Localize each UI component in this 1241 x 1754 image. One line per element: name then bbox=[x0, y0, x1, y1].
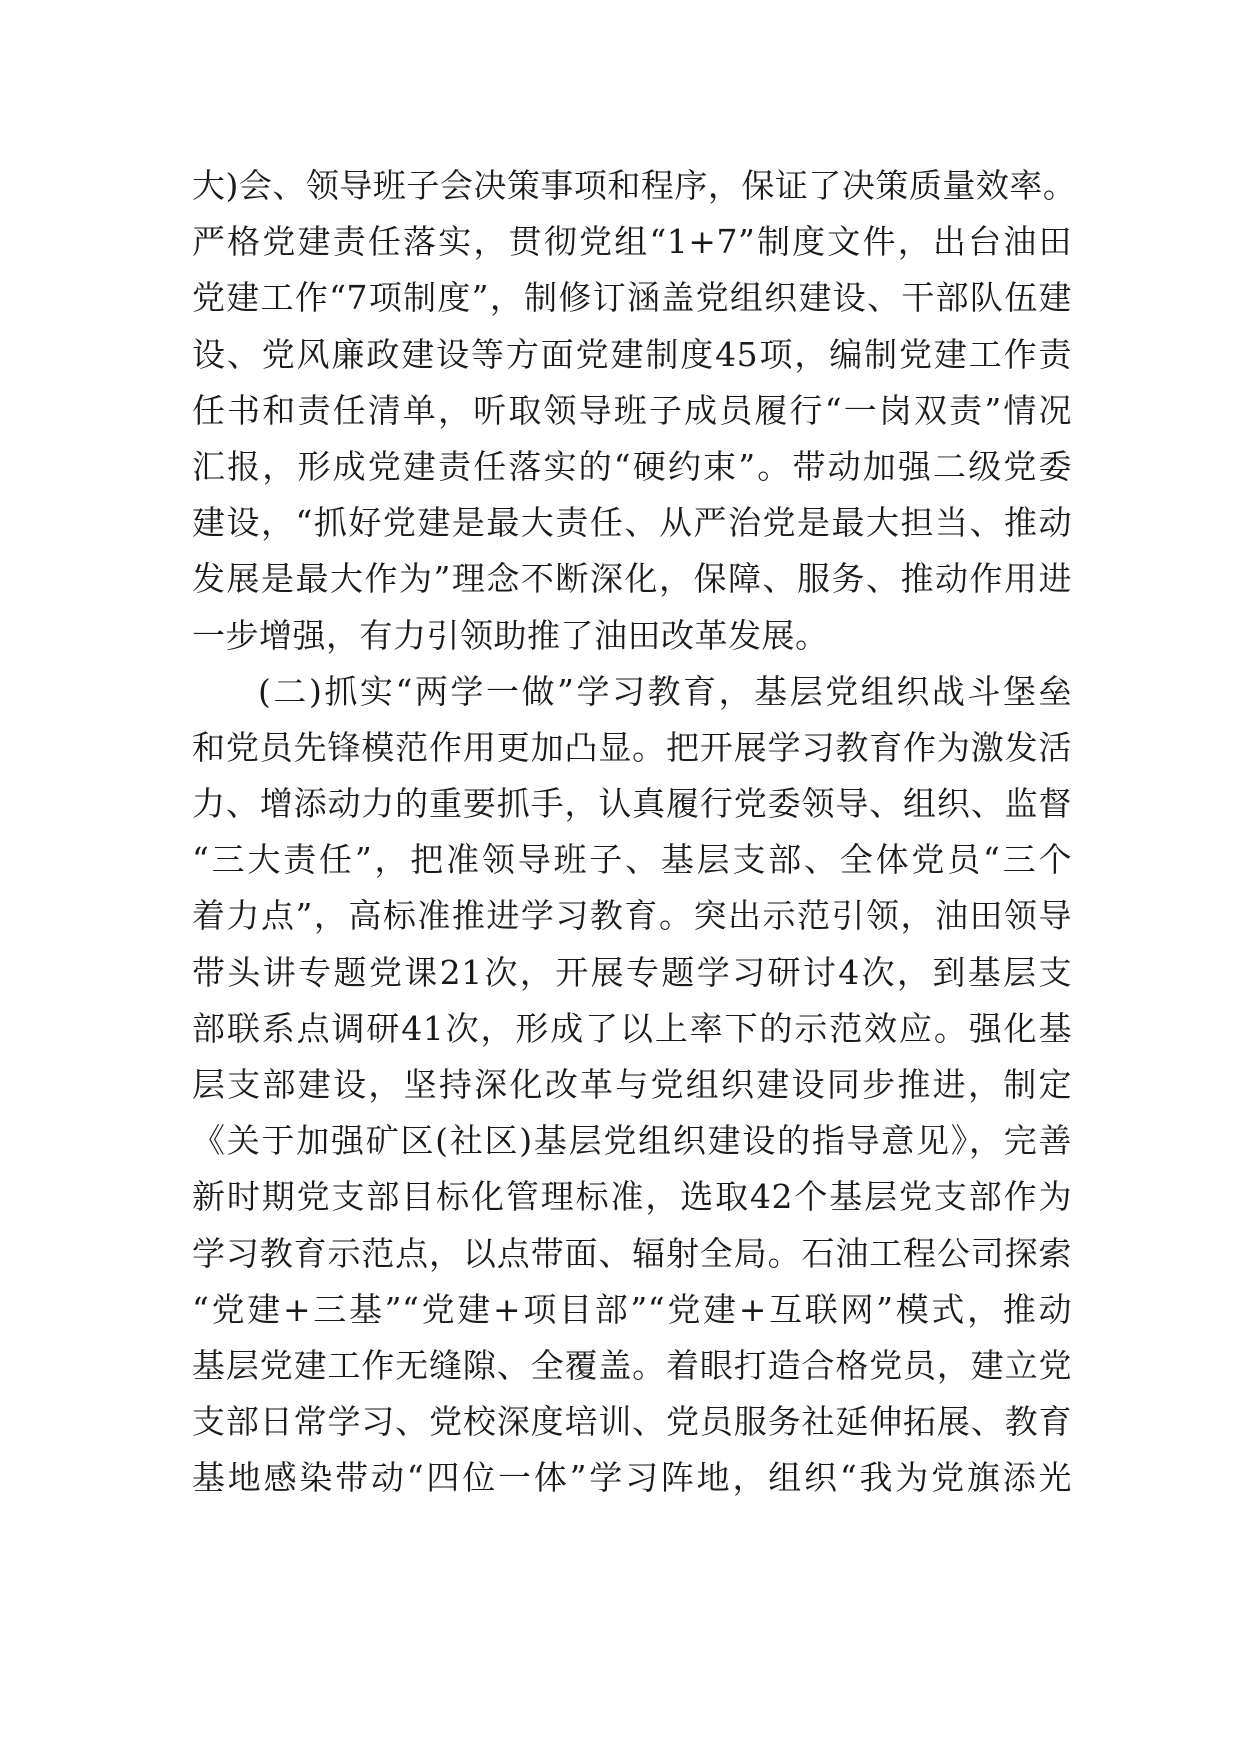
text-line: 和党员先锋模范作用更加凸显。把开展学习教育作为激发活 bbox=[192, 727, 1072, 767]
text-line: 任书和责任清单，听取领导班子成员履行“一岗双责”情况 bbox=[192, 390, 1072, 430]
text-line: 设、党风廉政建设等方面党建制度45项，编制党建工作责 bbox=[192, 334, 1072, 374]
text-line: 学习教育示范点，以点带面、辐射全局。石油工程公司探索 bbox=[192, 1233, 1072, 1273]
text-line: 层支部建设，坚持深化改革与党组织建设同步推进，制定 bbox=[192, 1065, 1072, 1104]
text-line: 基层党建工作无缝隙、全覆盖。着眼打造合格党员，建立党 bbox=[192, 1345, 1072, 1385]
text-line: 严格党建责任落实，贯彻党组“1+7”制度文件，出台油田 bbox=[192, 222, 1072, 262]
text-line: 建设，“抓好党建是最大责任、从严治党是最大担当、推动 bbox=[192, 503, 1072, 543]
text-line: 《关于加强矿区(社区)基层党组织建设的指导意见》，完善 bbox=[192, 1121, 1072, 1161]
text-line: 基地感染带动“四位一体”学习阵地，组织“我为党旗添光 bbox=[192, 1458, 1072, 1498]
section-heading-line: (二)抓实“两学一做”学习教育，基层党组织战斗堡垒 bbox=[258, 671, 1072, 711]
body-text bbox=[192, 158, 1077, 1507]
text-line: 新时期党支部目标化管理标准，选取42个基层党支部作为 bbox=[192, 1177, 1072, 1217]
text-line: 大)会、领导班子会决策事项和程序，保证了决策质量效率。 bbox=[192, 166, 1077, 205]
text-line: 部联系点调研41次，形成了以上率下的示范效应。强化基 bbox=[192, 1008, 1072, 1048]
text-line: 党建工作“7项制度”，制修订涵盖党组织建设、干部队伍建 bbox=[192, 278, 1072, 318]
text-line: 带头讲专题党课21次，开展专题学习研讨4次，到基层支 bbox=[192, 952, 1072, 992]
text-line: 汇报，形成党建责任落实的“硬约束”。带动加强二级党委 bbox=[192, 446, 1072, 486]
text-line: “党建+三基”“党建+项目部”“党建+互联网”模式，推动 bbox=[192, 1289, 1072, 1329]
text-line: 支部日常学习、党校深度培训、党员服务社延伸拓展、教育 bbox=[192, 1402, 1072, 1442]
text-line: 着力点”，高标准推进学习教育。突出示范引领，油田领导 bbox=[192, 896, 1072, 936]
text-line: 发展是最大作为”理念不断深化，保障、服务、推动作用进 bbox=[192, 559, 1072, 599]
paragraph-last-line: 一步增强，有力引领助推了油田改革发展。 bbox=[192, 615, 829, 655]
text-line: “三大责任”，把准领导班子、基层支部、全体党员“三个 bbox=[192, 840, 1072, 880]
text-line: 力、增添动力的重要抓手，认真履行党委领导、组织、监督 bbox=[192, 784, 1072, 824]
